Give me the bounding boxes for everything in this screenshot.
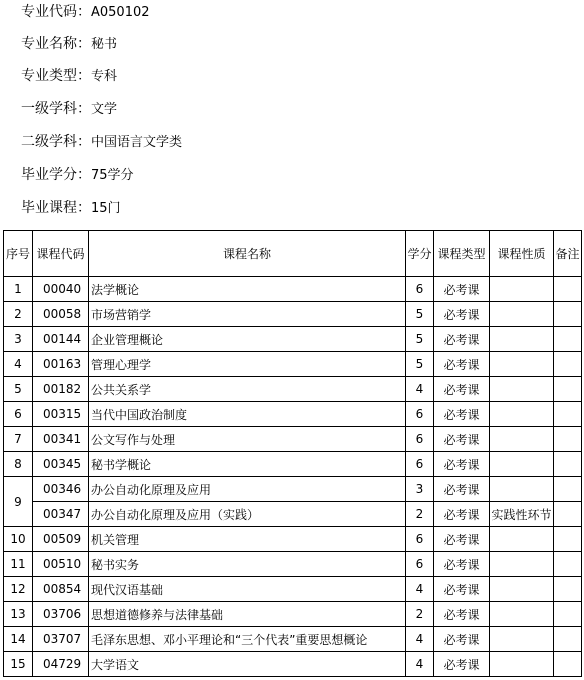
cell-name: 管理心理学 (89, 352, 406, 377)
cell-code: 00315 (33, 402, 89, 427)
cell-code: 00341 (33, 427, 89, 452)
table-row (4, 652, 582, 677)
cell-type: 必考课 (434, 377, 490, 402)
cell-credit: 6 (406, 402, 434, 427)
cell-remark (554, 327, 582, 352)
major-name-line (21, 36, 117, 53)
cell-type: 必考课 (434, 602, 490, 627)
cell-seq: 11 (4, 552, 33, 577)
cell-seq: 13 (4, 602, 33, 627)
cell-code: 00182 (33, 377, 89, 402)
table-row (4, 627, 582, 652)
discipline2-line (21, 134, 182, 151)
cell-remark (554, 652, 582, 677)
cell-code: 00346 (33, 477, 89, 502)
table-row (4, 302, 582, 327)
course-table (3, 230, 582, 677)
cell-remark (554, 427, 582, 452)
credits-label: 毕业学分： (21, 167, 91, 183)
courses-count-line (21, 200, 121, 217)
table-row (4, 502, 582, 527)
cell-credit: 5 (406, 327, 434, 352)
header-type: 课程类型 (434, 231, 490, 277)
cell-remark (554, 452, 582, 477)
cell-remark (554, 277, 582, 302)
cell-credit: 6 (406, 277, 434, 302)
cell-credit: 5 (406, 302, 434, 327)
cell-remark (554, 627, 582, 652)
cell-remark (554, 577, 582, 602)
table-row (4, 327, 582, 352)
major-name-value: 秘书 (91, 37, 118, 52)
cell-nature (490, 577, 554, 602)
cell-nature (490, 352, 554, 377)
cell-name: 机关管理 (89, 527, 406, 552)
cell-code: 00345 (33, 452, 89, 477)
header-code: 课程代码 (33, 231, 89, 277)
cell-code: 00509 (33, 527, 89, 552)
credits-line (21, 167, 134, 184)
cell-name: 公共关系学 (89, 377, 406, 402)
cell-code: 00510 (33, 552, 89, 577)
cell-seq: 2 (4, 302, 33, 327)
cell-remark (554, 302, 582, 327)
table-row (4, 377, 582, 402)
discipline1-value: 文学 (91, 102, 118, 117)
cell-type: 必考课 (434, 452, 490, 477)
table-row (4, 602, 582, 627)
cell-name: 毛泽东思想、邓小平理论和“三个代表”重要思想概论 (89, 627, 406, 652)
cell-credit: 2 (406, 502, 434, 527)
cell-name: 秘书学概论 (89, 452, 406, 477)
cell-credit: 6 (406, 552, 434, 577)
discipline2-value: 中国语言文学类 (91, 135, 183, 150)
cell-type: 必考课 (434, 527, 490, 552)
cell-credit: 6 (406, 452, 434, 477)
cell-seq: 7 (4, 427, 33, 452)
table-row (4, 402, 582, 427)
cell-seq: 3 (4, 327, 33, 352)
major-type-value: 专科 (91, 69, 118, 84)
cell-nature (490, 527, 554, 552)
cell-nature (490, 602, 554, 627)
cell-name: 办公自动化原理及应用（实践） (89, 502, 406, 527)
cell-credit: 4 (406, 627, 434, 652)
cell-nature (490, 652, 554, 677)
table-row (4, 427, 582, 452)
discipline1-line (21, 101, 117, 118)
header-name: 课程名称 (89, 231, 406, 277)
cell-seq: 14 (4, 627, 33, 652)
cell-code: 04729 (33, 652, 89, 677)
major-type-line (21, 68, 117, 85)
cell-code: 00144 (33, 327, 89, 352)
major-code-label: 专业代码： (21, 4, 91, 20)
table-row (4, 277, 582, 302)
cell-code: 03707 (33, 627, 89, 652)
header-seq: 序号 (4, 231, 33, 277)
cell-remark (554, 502, 582, 527)
cell-name: 当代中国政治制度 (89, 402, 406, 427)
cell-type: 必考课 (434, 352, 490, 377)
cell-nature: 实践性环节 (490, 502, 554, 527)
cell-type: 必考课 (434, 327, 490, 352)
cell-nature (490, 277, 554, 302)
cell-nature (490, 552, 554, 577)
cell-remark (554, 552, 582, 577)
cell-remark (554, 402, 582, 427)
cell-nature (490, 427, 554, 452)
cell-credit: 2 (406, 602, 434, 627)
cell-code: 00854 (33, 577, 89, 602)
table-row (4, 452, 582, 477)
cell-remark (554, 527, 582, 552)
cell-code: 00347 (33, 502, 89, 527)
table-row (4, 477, 582, 502)
major-type-label: 专业类型： (21, 68, 91, 84)
cell-code: 00040 (33, 277, 89, 302)
cell-name: 思想道德修养与法律基础 (89, 602, 406, 627)
cell-nature (490, 302, 554, 327)
cell-seq: 6 (4, 402, 33, 427)
cell-seq: 12 (4, 577, 33, 602)
cell-name: 现代汉语基础 (89, 577, 406, 602)
cell-credit: 4 (406, 377, 434, 402)
cell-name: 办公自动化原理及应用 (89, 477, 406, 502)
cell-credit: 5 (406, 352, 434, 377)
cell-name: 企业管理概论 (89, 327, 406, 352)
cell-type: 必考课 (434, 477, 490, 502)
cell-type: 必考课 (434, 402, 490, 427)
table-header-row (4, 231, 582, 277)
cell-nature (490, 627, 554, 652)
cell-seq: 1 (4, 277, 33, 302)
courses-count-value: 15门 (91, 201, 121, 216)
cell-type: 必考课 (434, 427, 490, 452)
cell-name: 法学概论 (89, 277, 406, 302)
table-row (4, 527, 582, 552)
cell-name: 市场营销学 (89, 302, 406, 327)
header-credit: 学分 (406, 231, 434, 277)
cell-credit: 6 (406, 427, 434, 452)
cell-remark (554, 602, 582, 627)
cell-remark (554, 377, 582, 402)
cell-credit: 4 (406, 577, 434, 602)
courses-count-label: 毕业课程： (21, 200, 91, 216)
header-remark: 备注 (554, 231, 582, 277)
cell-type: 必考课 (434, 652, 490, 677)
cell-nature (490, 402, 554, 427)
cell-name: 秘书实务 (89, 552, 406, 577)
cell-nature (490, 377, 554, 402)
credits-value: 75学分 (91, 168, 134, 183)
cell-credit: 4 (406, 652, 434, 677)
major-name-label: 专业名称： (21, 36, 91, 52)
cell-type: 必考课 (434, 502, 490, 527)
cell-type: 必考课 (434, 277, 490, 302)
cell-code: 00058 (33, 302, 89, 327)
cell-remark (554, 352, 582, 377)
cell-nature (490, 477, 554, 502)
cell-seq: 10 (4, 527, 33, 552)
major-code-value: A050102 (91, 5, 150, 20)
table-row (4, 577, 582, 602)
cell-seq: 4 (4, 352, 33, 377)
cell-type: 必考课 (434, 577, 490, 602)
major-code-line (21, 4, 150, 21)
cell-code: 03706 (33, 602, 89, 627)
cell-credit: 3 (406, 477, 434, 502)
cell-seq: 8 (4, 452, 33, 477)
header-nature: 课程性质 (490, 231, 554, 277)
discipline2-label: 二级学科： (21, 134, 91, 150)
cell-nature (490, 327, 554, 352)
table-row (4, 352, 582, 377)
cell-seq: 15 (4, 652, 33, 677)
discipline1-label: 一级学科： (21, 101, 91, 117)
cell-seq: 5 (4, 377, 33, 402)
cell-type: 必考课 (434, 302, 490, 327)
cell-type: 必考课 (434, 627, 490, 652)
cell-nature (490, 452, 554, 477)
cell-seq: 9 (4, 477, 33, 527)
cell-credit: 6 (406, 527, 434, 552)
cell-code: 00163 (33, 352, 89, 377)
table-row (4, 552, 582, 577)
cell-name: 公文写作与处理 (89, 427, 406, 452)
cell-type: 必考课 (434, 552, 490, 577)
cell-name: 大学语文 (89, 652, 406, 677)
cell-remark (554, 477, 582, 502)
